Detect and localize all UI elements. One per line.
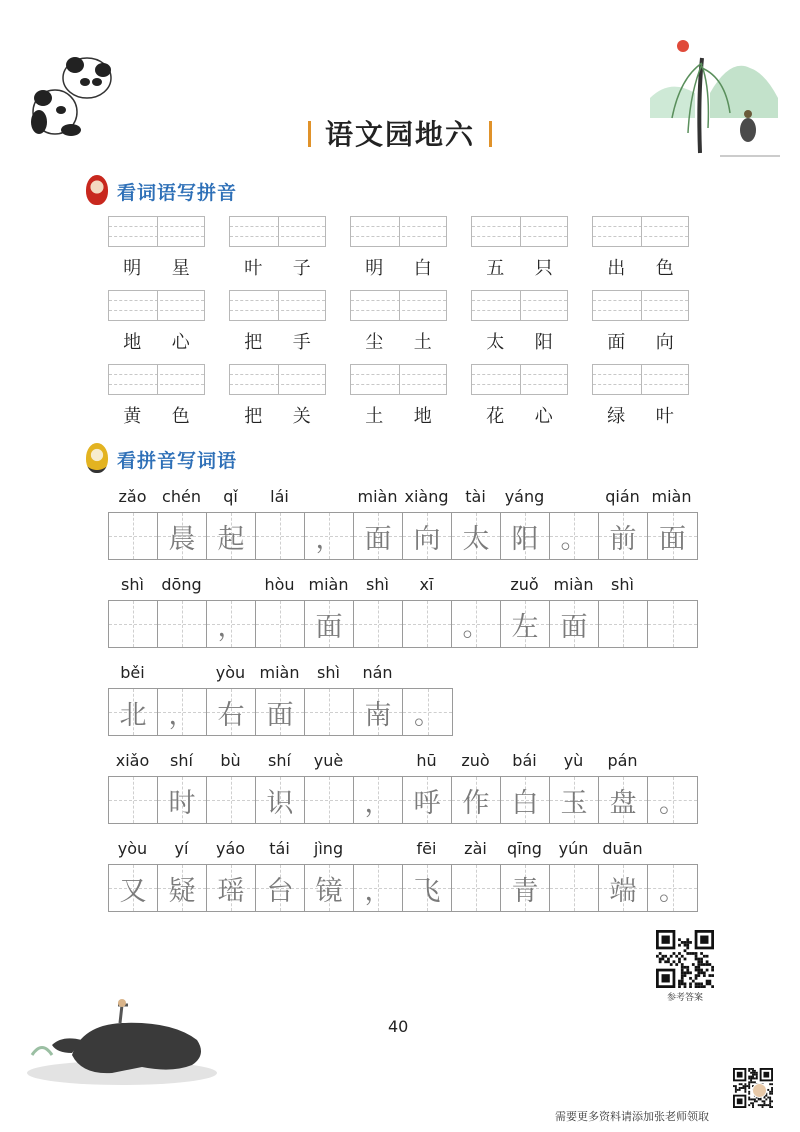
pinyin-label: shì [611,575,634,594]
word-pair [229,254,326,280]
char-cell-filled [501,777,550,823]
char-answer-cell[interactable] [256,513,305,559]
cell-char: 又 [119,875,147,907]
cell-char: 北 [119,699,147,731]
word-char: 手 [292,332,311,353]
pinyin-label: tái [269,839,290,858]
word-char: 星 [171,258,190,279]
pinyin-answer-box[interactable] [350,216,447,247]
char-cell-filled [109,689,158,735]
word-pair [350,328,447,354]
qr-label: 参考答案 [666,993,703,1003]
section1-heading: 看词语写拼音 [117,182,238,204]
char-cell-filled [354,777,403,823]
char-cell-filled [403,777,452,823]
cell-char: ， [315,523,343,555]
pinyin-answer-box[interactable] [229,216,326,247]
char-cell-filled [550,513,599,559]
pinyin-label: chén [162,487,201,506]
page-title [0,113,800,153]
char-grid-row [108,688,453,736]
char-grid-row [108,864,698,912]
char-cell-filled [403,689,452,735]
pinyin-answer-box[interactable] [229,290,326,321]
pinyin-label: yòu [215,663,246,682]
char-cell-filled [158,513,207,559]
word-char: 明 [123,258,142,279]
word-char: 心 [534,406,553,427]
page-title-text: 语文园地六 [324,118,475,151]
word-pair [350,254,447,280]
pinyin-label: jìng [313,839,344,858]
page-number: 40 [388,1017,409,1036]
char-cell-filled [354,689,403,735]
pinyin-label: miàn [308,575,349,594]
char-answer-cell[interactable] [305,689,354,735]
cell-char: 面 [560,611,588,643]
pinyin-answer-box[interactable] [592,290,689,321]
cell-char: 镜 [315,875,343,907]
char-grid-row [108,600,698,648]
char-answer-cell[interactable] [109,777,158,823]
cell-char: ， [364,875,392,907]
char-cell-filled [501,513,550,559]
pinyin-label: shí [170,751,193,770]
char-answer-cell[interactable] [599,601,648,647]
char-answer-cell[interactable] [403,601,452,647]
char-cell-filled [256,865,305,911]
pinyin-label: zuǒ [510,575,539,594]
char-cell-filled [501,601,550,647]
char-cell-filled [207,601,256,647]
char-cell-filled [452,513,501,559]
char-cell-filled [256,689,305,735]
word-char: 五 [486,258,505,279]
title-bar-right [489,121,492,147]
footer-avatar [752,1083,767,1098]
char-answer-cell[interactable] [354,601,403,647]
pinyin-label: yuè [313,751,344,770]
char-cell-filled [158,865,207,911]
word-char: 把 [244,406,263,427]
word-char: 绿 [607,406,626,427]
char-cell-filled [403,865,452,911]
char-cell-filled [354,513,403,559]
pinyin-label: lái [270,487,289,506]
pinyin-label: miàn [651,487,692,506]
cell-char: 。 [659,787,686,819]
word-char: 关 [292,406,311,427]
cell-char: 时 [168,787,196,819]
pinyin-label: miàn [553,575,594,594]
pinyin-label: yún [558,839,589,858]
pinyin-label: miàn [357,487,398,506]
cell-char: ， [364,787,392,819]
cell-char: 呼 [413,787,441,819]
char-answer-cell[interactable] [109,513,158,559]
char-cell-filled [305,865,354,911]
cell-char: 盘 [609,787,637,819]
pinyin-label: hòu [264,575,295,594]
word-char: 心 [171,332,190,353]
cell-char: 太 [462,523,490,555]
pinyin-label: yí [174,839,189,858]
char-cell-filled [648,865,697,911]
word-char: 把 [244,332,263,353]
word-char: 色 [171,406,190,427]
cell-char: 。 [560,523,588,555]
pinyin-label: shì [121,575,144,594]
pinyin-answer-box[interactable] [108,290,205,321]
word-pair [471,328,568,354]
word-char: 黄 [123,406,142,427]
word-char: 向 [655,332,674,353]
cell-char: 晨 [168,523,196,555]
word-pair [592,402,689,428]
pinyin-label: miàn [259,663,300,682]
char-cell-filled [158,777,207,823]
cell-char: 面 [659,523,686,555]
pinyin-answer-box[interactable] [108,216,205,247]
char-grid-row [108,512,698,560]
char-answer-cell[interactable] [256,601,305,647]
pinyin-answer-box[interactable] [350,364,447,395]
footer-note: 需要更多资料请添加张老师领取 [555,1110,709,1123]
pinyin-label: zài [464,839,487,858]
word-char: 叶 [655,406,674,427]
word-char: 面 [607,332,626,353]
pinyin-label: hū [416,751,437,770]
cell-char: 左 [511,611,539,643]
cell-char: 端 [609,875,637,907]
qr-code-icon [656,930,714,988]
char-cell-filled [305,513,354,559]
char-cell-filled [158,689,207,735]
cell-char: 青 [511,875,539,907]
char-answer-cell[interactable] [452,865,501,911]
word-pair [350,402,447,428]
pinyin-answer-box[interactable] [108,364,205,395]
section2-heading: 看拼音写词语 [117,450,238,472]
pinyin-label: xiǎo [115,751,150,770]
word-char: 地 [413,406,432,427]
word-char: 只 [534,258,553,279]
char-cell-filled [550,601,599,647]
word-char: 花 [486,406,505,427]
pinyin-label: qǐ [223,487,238,506]
cell-char: 白 [511,787,539,819]
cell-char: 。 [659,875,686,907]
pinyin-label: dōng [161,575,202,594]
word-pair [229,328,326,354]
cell-char: 向 [413,523,441,555]
cell-char: 台 [266,875,294,907]
word-pair [229,402,326,428]
pinyin-label: yáo [215,839,246,858]
pinyin-label: bù [220,751,241,770]
pinyin-answer-box[interactable] [592,364,689,395]
cell-char: ， [168,699,196,731]
word-char: 尘 [365,332,384,353]
word-char: 明 [365,258,384,279]
char-cell-filled [305,601,354,647]
pinyin-label: běi [120,663,145,682]
char-cell-filled [207,865,256,911]
cell-char: 阳 [511,523,539,555]
char-answer-cell[interactable] [158,601,207,647]
char-grid-row [108,776,698,824]
char-cell-filled [207,513,256,559]
char-cell-filled [599,865,648,911]
cell-char: 疑 [168,875,196,907]
pinyin-label: yòu [117,839,148,858]
word-char: 叶 [244,258,263,279]
cell-char: ， [217,611,245,643]
title-bar-left [308,121,311,147]
char-cell-filled [207,689,256,735]
pinyin-label: shì [317,663,340,682]
char-cell-filled [599,777,648,823]
word-char: 子 [292,258,311,279]
pinyin-label: yáng [504,487,545,506]
pinyin-label: fēi [416,839,437,858]
word-pair [108,254,205,280]
pinyin-answer-box[interactable] [471,216,568,247]
cell-char: 作 [462,787,490,819]
char-cell-filled [550,777,599,823]
cell-char: 右 [217,699,245,731]
word-char: 出 [607,258,626,279]
pinyin-label: shì [366,575,389,594]
char-answer-cell[interactable] [550,865,599,911]
char-answer-cell[interactable] [648,601,697,647]
pinyin-label: yù [563,751,584,770]
word-pair [592,328,689,354]
char-answer-cell[interactable] [305,777,354,823]
cell-char: 。 [414,699,441,731]
cell-char: 飞 [413,875,441,907]
pinyin-label: zǎo [118,487,147,506]
char-answer-cell[interactable] [207,777,256,823]
cell-char: 起 [217,523,245,555]
cell-char: 瑶 [217,875,245,907]
pinyin-label: pán [607,751,638,770]
cell-char: 面 [315,611,343,643]
pinyin-label: nán [362,663,393,682]
pinyin-label: shí [268,751,291,770]
char-cell-filled [501,865,550,911]
word-char: 色 [655,258,674,279]
char-cell-filled [256,777,305,823]
pinyin-answer-box[interactable] [592,216,689,247]
word-char: 地 [123,332,142,353]
pinyin-label: tài [465,487,486,506]
pinyin-label: zuò [461,751,490,770]
word-pair [471,254,568,280]
char-cell-filled [354,865,403,911]
pinyin-label: duān [602,839,643,858]
pinyin-answer-box[interactable] [471,364,568,395]
pinyin-label: xī [419,575,434,594]
word-char: 阳 [534,332,553,353]
word-pair [471,402,568,428]
char-cell-filled [403,513,452,559]
word-pair [108,402,205,428]
pinyin-answer-box[interactable] [350,290,447,321]
opera-mask-icon-yellow [86,443,108,473]
cell-char: 面 [364,523,392,555]
char-answer-cell[interactable] [109,601,158,647]
word-pair [108,328,205,354]
pinyin-answer-box[interactable] [471,290,568,321]
pinyin-answer-box[interactable] [229,364,326,395]
cell-char: 玉 [560,787,588,819]
char-cell-filled [452,601,501,647]
cell-char: 南 [364,699,392,731]
word-char: 白 [413,258,432,279]
cell-char: 前 [609,523,637,555]
cell-char: 面 [266,699,294,731]
opera-mask-icon-red [86,175,108,205]
word-pair [592,254,689,280]
word-char: 土 [365,406,384,427]
cell-char: 识 [266,787,294,819]
pinyin-label: bái [512,751,537,770]
cell-char: 。 [462,611,490,643]
char-cell-filled [109,865,158,911]
pinyin-label: xiàng [404,487,449,506]
char-cell-filled [599,513,648,559]
word-char: 土 [413,332,432,353]
char-cell-filled [648,777,697,823]
pinyin-label: qián [605,487,640,506]
pinyin-label: qīng [507,839,542,858]
char-cell-filled [452,777,501,823]
char-cell-filled [648,513,697,559]
ox-rider-illustration [22,995,222,1090]
word-char: 太 [486,332,505,353]
